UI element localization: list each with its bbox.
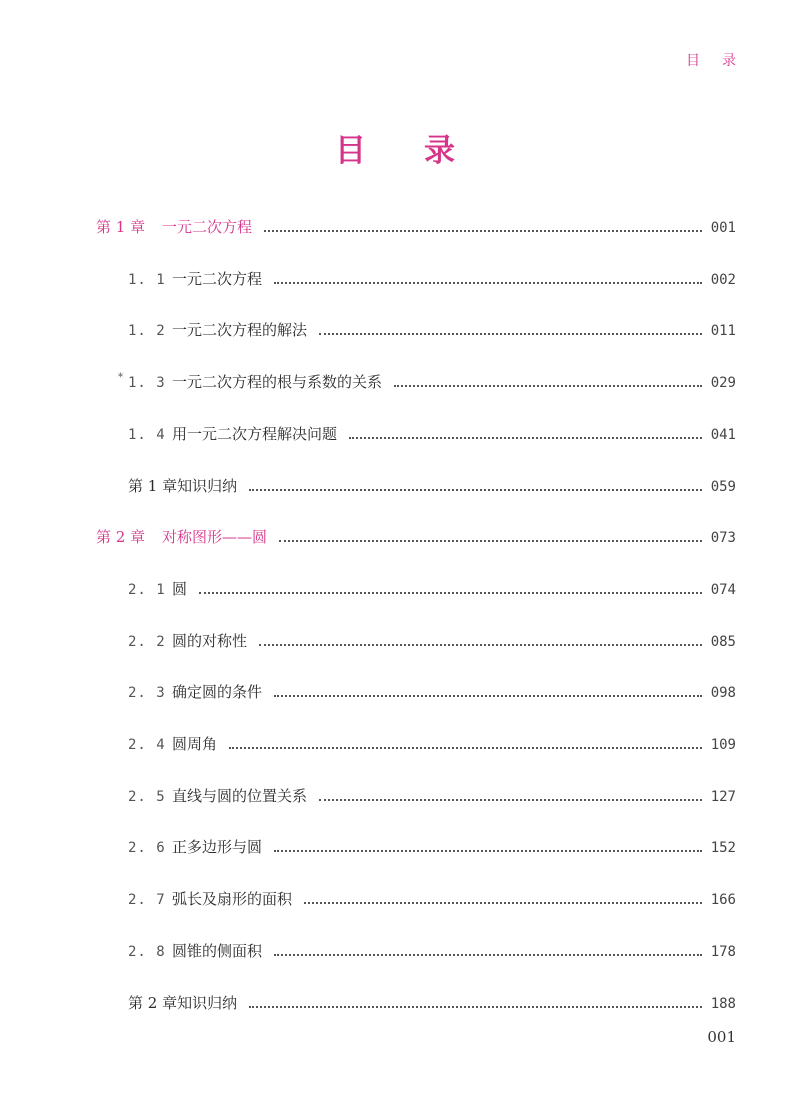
dot-leader (274, 694, 702, 697)
toc-entry-page: 001 (710, 220, 736, 236)
dot-leader (249, 1005, 702, 1008)
toc-entry-page: 002 (710, 272, 736, 288)
toc-entry-number: 2. 1 (128, 582, 166, 598)
toc-section-entry[interactable] (128, 268, 736, 290)
toc-entry-title: 正多边形与圆 (172, 838, 263, 856)
toc-entry-page: 074 (710, 582, 736, 598)
toc-summary-entry[interactable] (128, 992, 736, 1014)
toc-entry-number: 1. 3 (128, 375, 166, 391)
toc-entry-page: 178 (710, 944, 736, 960)
toc-entry-title: 第 2 章知识归纳 (128, 994, 238, 1012)
toc-entry-number: 2. 4 (128, 737, 166, 753)
toc-entry-title: 确定圆的条件 (172, 683, 263, 701)
toc-entry-page: 152 (710, 840, 736, 856)
toc-entry-number: 2. 2 (128, 634, 166, 650)
toc-entry-number: 第 1 章 (96, 218, 146, 236)
toc-entry-title: 一元二次方程 (172, 270, 263, 288)
toc-entry-number: 1. 2 (128, 323, 166, 339)
toc-section-entry[interactable] (128, 319, 736, 341)
dot-leader (304, 901, 702, 904)
toc-entry-page: 166 (710, 892, 736, 908)
toc-entry-title: 一元二次方程的解法 (172, 321, 308, 339)
toc-entry-number: 1. 4 (128, 427, 166, 443)
toc-entry-title: 圆 (172, 580, 188, 598)
toc-section-entry[interactable] (128, 423, 736, 445)
toc-entry-title: 对称图形——圆 (162, 528, 268, 546)
toc-entry-page: 073 (710, 530, 736, 546)
toc-section-entry[interactable] (128, 578, 736, 600)
toc-entry-number: 第 2 章 (96, 528, 146, 546)
toc-entry-number: 2. 6 (128, 840, 166, 856)
toc-entry-title: 圆周角 (172, 735, 218, 753)
running-header: 目录 (686, 53, 758, 69)
toc-entry-number: 2. 5 (128, 789, 166, 805)
toc-entry-page: 098 (710, 685, 736, 701)
toc-section-entry[interactable] (118, 371, 736, 393)
toc-entry-page: 085 (710, 634, 736, 650)
dot-leader (274, 281, 702, 284)
toc-entry-title: 第 1 章知识归纳 (128, 477, 238, 495)
toc-entry-number: 2. 3 (128, 685, 166, 701)
dot-leader (259, 643, 702, 646)
dot-leader (394, 384, 702, 387)
dot-leader (274, 953, 702, 956)
toc-entry-title: 圆锥的侧面积 (172, 942, 263, 960)
toc-section-entry[interactable] (128, 888, 736, 910)
toc-chapter-entry[interactable] (96, 526, 736, 548)
page-number: 001 (707, 1028, 736, 1046)
toc-section-entry[interactable] (128, 733, 736, 755)
toc-section-entry[interactable] (128, 836, 736, 858)
toc-entry-title: 弧长及扇形的面积 (172, 890, 293, 908)
toc-entry-page: 059 (710, 479, 736, 495)
dot-leader (229, 746, 702, 749)
toc-section-entry[interactable] (128, 785, 736, 807)
toc-entry-title: 直线与圆的位置关系 (172, 787, 308, 805)
toc-entry-page: 041 (710, 427, 736, 443)
toc-entry-page: 109 (710, 737, 736, 753)
dot-leader (319, 332, 702, 335)
toc-entry-number: 1. 1 (128, 272, 166, 288)
toc-entry-title: 一元二次方程的根与系数的关系 (172, 373, 383, 391)
dot-leader (249, 488, 702, 491)
toc-summary-entry[interactable] (128, 475, 736, 497)
dot-leader (199, 591, 702, 594)
toc-section-entry[interactable] (128, 940, 736, 962)
toc-entry-number: 2. 7 (128, 892, 166, 908)
toc-entry-title: 圆的对称性 (172, 632, 248, 650)
dot-leader (319, 798, 702, 801)
dot-leader (264, 229, 702, 232)
toc-entry-title: 一元二次方程 (162, 218, 253, 236)
toc-entry-title: 用一元二次方程解决问题 (172, 425, 338, 443)
dot-leader (274, 849, 702, 852)
optional-section-mark: * (118, 372, 123, 383)
toc-entry-page: 188 (710, 996, 736, 1012)
page-title: 目录 (335, 133, 513, 169)
toc-section-entry[interactable] (128, 681, 736, 703)
toc-entry-page: 127 (710, 789, 736, 805)
toc-entry-page: 029 (710, 375, 736, 391)
toc-entry-page: 011 (710, 323, 736, 339)
toc-section-entry[interactable] (128, 630, 736, 652)
toc-chapter-entry[interactable] (96, 216, 736, 238)
dot-leader (349, 436, 702, 439)
toc-entry-number: 2. 8 (128, 944, 166, 960)
dot-leader (279, 539, 702, 542)
